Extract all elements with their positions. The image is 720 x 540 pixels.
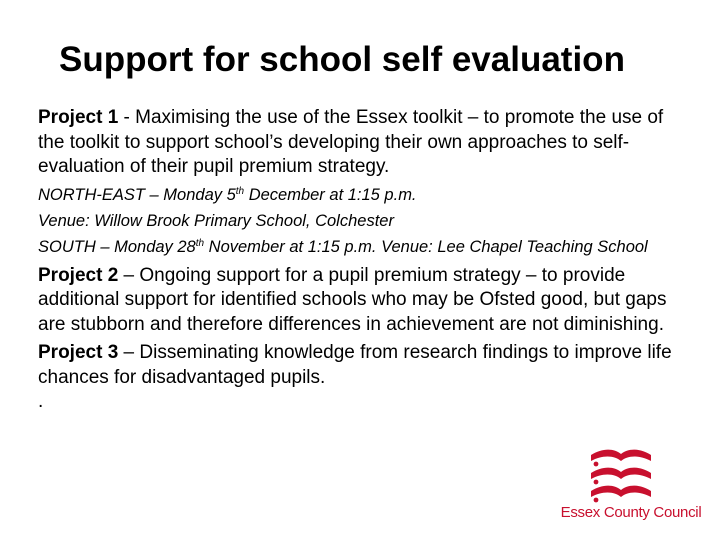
- page-title: Support for school self evaluation: [59, 40, 625, 79]
- project-2-label: Project 2: [38, 264, 119, 286]
- project-2-separator: –: [118, 264, 140, 286]
- project-1-paragraph: [38, 106, 684, 180]
- north-east-venue: Venue: Willow Brook Primary School, Colchester: [38, 211, 394, 230]
- project-2-paragraph: [38, 264, 684, 338]
- project-1-separator: -: [118, 107, 136, 128]
- project-3-paragraph: [38, 341, 684, 390]
- project-1-text: Maximising the use of the Essex toolkit – to promote the use of the toolkit to support school’s developing their own approaches to self-evaluation of their pupil premium strategy.: [38, 107, 664, 177]
- south-date-suffix: th: [195, 237, 205, 249]
- project-3-text: Disseminating knowledge from research findings to improve life chances for disadvantaged pupils.: [38, 342, 672, 388]
- content-body: [38, 106, 684, 415]
- north-east-time: December at 1:15 p.m.: [244, 185, 417, 204]
- project-3-separator: –: [118, 342, 140, 363]
- trailing-period: .: [38, 391, 44, 412]
- south-date: SOUTH – Monday 28: [38, 237, 196, 256]
- project-2-text: Ongoing support for a pupil premium strategy – to provide additional support for identified schools who may be Ofsted good, but gaps are stubborn and therefore differences in achievement are not diminishing.: [38, 264, 667, 335]
- north-east-date-suffix: th: [235, 185, 245, 197]
- south-session: [38, 236, 684, 258]
- three-seaxes-crest-icon: [588, 447, 654, 503]
- project-3-label: Project 3: [38, 342, 119, 363]
- project-1-label: Project 1: [38, 107, 119, 128]
- logo-wordmark: Essex County Council: [560, 504, 702, 521]
- essex-county-council-logo: [546, 447, 716, 525]
- south-time-venue: November at 1:15 p.m. Venue: Lee Chapel Teaching School: [204, 237, 648, 256]
- north-east-date: NORTH-EAST – Monday 5: [38, 185, 236, 204]
- north-east-session: [38, 184, 684, 206]
